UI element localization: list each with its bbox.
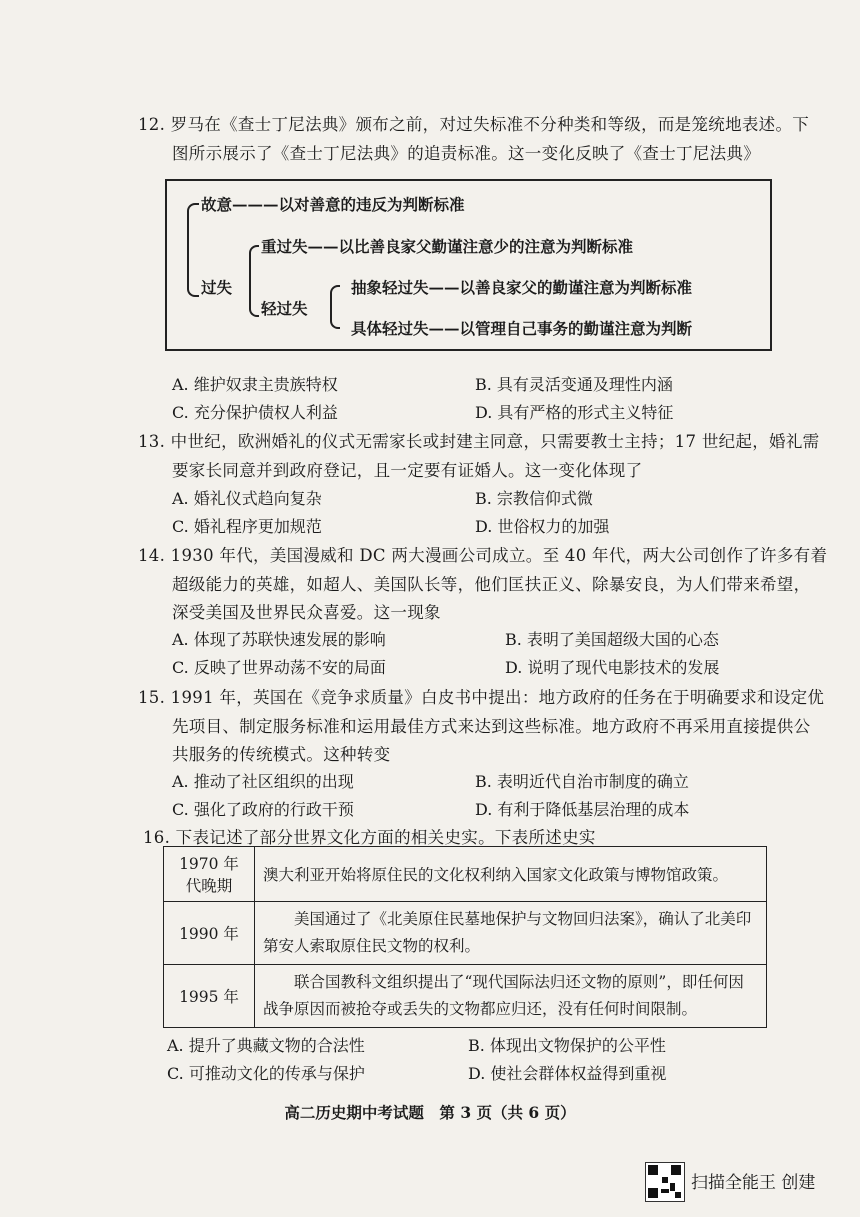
q14-line-1: 14. 1930 年代，美国漫威和 DC 两大漫画公司成立。至 40 年代，两大公司创作了许多有着 xyxy=(138,546,828,565)
q16-option-b: B. 体现出文物保护的公平性 xyxy=(468,1036,666,1055)
q14-option-d: D. 说明了现代电影技术的发展 xyxy=(505,658,720,677)
table-year-cell: 1995 年 xyxy=(164,965,255,1028)
table-event-cell: 澳大利亚开始将原住民的文化权利纳入国家文化政策与博物馆政策。 xyxy=(255,847,767,902)
negligence-brace xyxy=(249,245,259,317)
q16-option-d: D. 使社会群体权益得到重视 xyxy=(468,1064,667,1083)
outer-brace xyxy=(187,203,199,297)
q15-line-1: 15. 1991 年，英国在《竞争求质量》白皮书中提出：地方政府的任务在于明确要求和设定优 xyxy=(138,688,825,707)
q16-line-1: 16. 下表记述了部分世界文化方面的相关史实。下表所述史实 xyxy=(143,828,596,847)
q13-option-a: A. 婚礼仪式趋向复杂 xyxy=(172,489,322,508)
q12-option-b: B. 具有灵活变通及理性内涵 xyxy=(475,375,673,394)
table-row xyxy=(164,902,767,965)
table-year-cell: 1990 年 xyxy=(164,902,255,965)
q12-option-a: A. 维护奴隶主贵族特权 xyxy=(172,375,338,394)
diagram-gross: 重过失——以比善良家父勤谨注意少的注意为判断标准 xyxy=(261,237,634,256)
q13-line-1: 13. 中世纪，欧洲婚礼的仪式无需家长或封建主同意，只需要教士主持；17 世纪起，婚礼需 xyxy=(138,432,820,451)
diagram-abstract: 抽象轻过失——以善良家父的勤谨注意为判断标准 xyxy=(351,278,693,297)
table-event-cell: 联合国教科文组织提出了“现代国际法归还文物的原则”，即任何因战争原因而被抢夺或丢失的文物都应归还，没有任何时间限制。 xyxy=(255,965,767,1028)
table-year-cell: 1970 年代晚期 xyxy=(164,847,255,902)
diagram-concrete: 具体轻过失——以管理自己事务的勤谨注意为判断 xyxy=(351,319,693,338)
q13-line-2: 要家长同意并到政府登记，且一定要有证婚人。这一变化体现了 xyxy=(172,461,643,480)
diagram-slight: 轻过失 xyxy=(261,299,308,318)
q15-option-b: B. 表明近代自治市制度的确立 xyxy=(475,772,689,791)
diagram-negligence: 过失 xyxy=(201,278,233,297)
table-row xyxy=(164,965,767,1028)
qr-code-icon xyxy=(645,1162,685,1202)
table-event-cell: 美国通过了《北美原住民墓地保护与文物回归法案》，确认了北美印第安人索取原住民文物的权利。 xyxy=(255,902,767,965)
page-footer: 高二历史期中考试题 第 3 页（共 6 页） xyxy=(284,1103,576,1122)
q14-option-b: B. 表明了美国超级大国的心态 xyxy=(505,630,719,649)
q12-option-d: D. 具有严格的形式主义特征 xyxy=(475,403,674,422)
q15-option-a: A. 推动了社区组织的出现 xyxy=(172,772,354,791)
liability-diagram xyxy=(165,179,772,351)
q15-line-2: 先项目、制定服务标准和运用最佳方式来达到这些标准。地方政府不再采用直接提供公 xyxy=(172,717,811,736)
q12-line-1: 12. 罗马在《查士丁尼法典》颁布之前，对过失标准不分种类和等级，而是笼统地表述。下 xyxy=(138,115,810,134)
slight-brace xyxy=(330,285,340,329)
q14-option-a: A. 体现了苏联快速发展的影响 xyxy=(172,630,386,649)
diagram-intent: 故意———以对善意的违反为判断标准 xyxy=(201,195,465,214)
scanner-watermark: 扫描全能王 创建 xyxy=(691,1173,816,1193)
history-table xyxy=(163,846,767,1028)
q14-line-3: 深受美国及世界民众喜爱。这一现象 xyxy=(172,603,441,622)
q16-option-a: A. 提升了典藏文物的合法性 xyxy=(167,1036,365,1055)
q14-line-2: 超级能力的英雄，如超人、美国队长等，他们匡扶正义、除暴安良，为人们带来希望， xyxy=(172,575,811,594)
q16-option-c: C. 可推动文化的传承与保护 xyxy=(167,1064,365,1083)
q12-line-2: 图所示展示了《查士丁尼法典》的追责标准。这一变化反映了《查士丁尼法典》 xyxy=(172,144,760,163)
q13-option-b: B. 宗教信仰式微 xyxy=(475,489,593,508)
q12-option-c: C. 充分保护债权人利益 xyxy=(172,403,338,422)
q14-option-c: C. 反映了世界动荡不安的局面 xyxy=(172,658,386,677)
q15-option-c: C. 强化了政府的行政干预 xyxy=(172,800,354,819)
q15-line-3: 共服务的传统模式。这种转变 xyxy=(172,745,391,764)
q13-option-d: D. 世俗权力的加强 xyxy=(475,517,610,536)
q13-option-c: C. 婚礼程序更加规范 xyxy=(172,517,322,536)
table-row xyxy=(164,847,767,902)
q15-option-d: D. 有利于降低基层治理的成本 xyxy=(475,800,690,819)
